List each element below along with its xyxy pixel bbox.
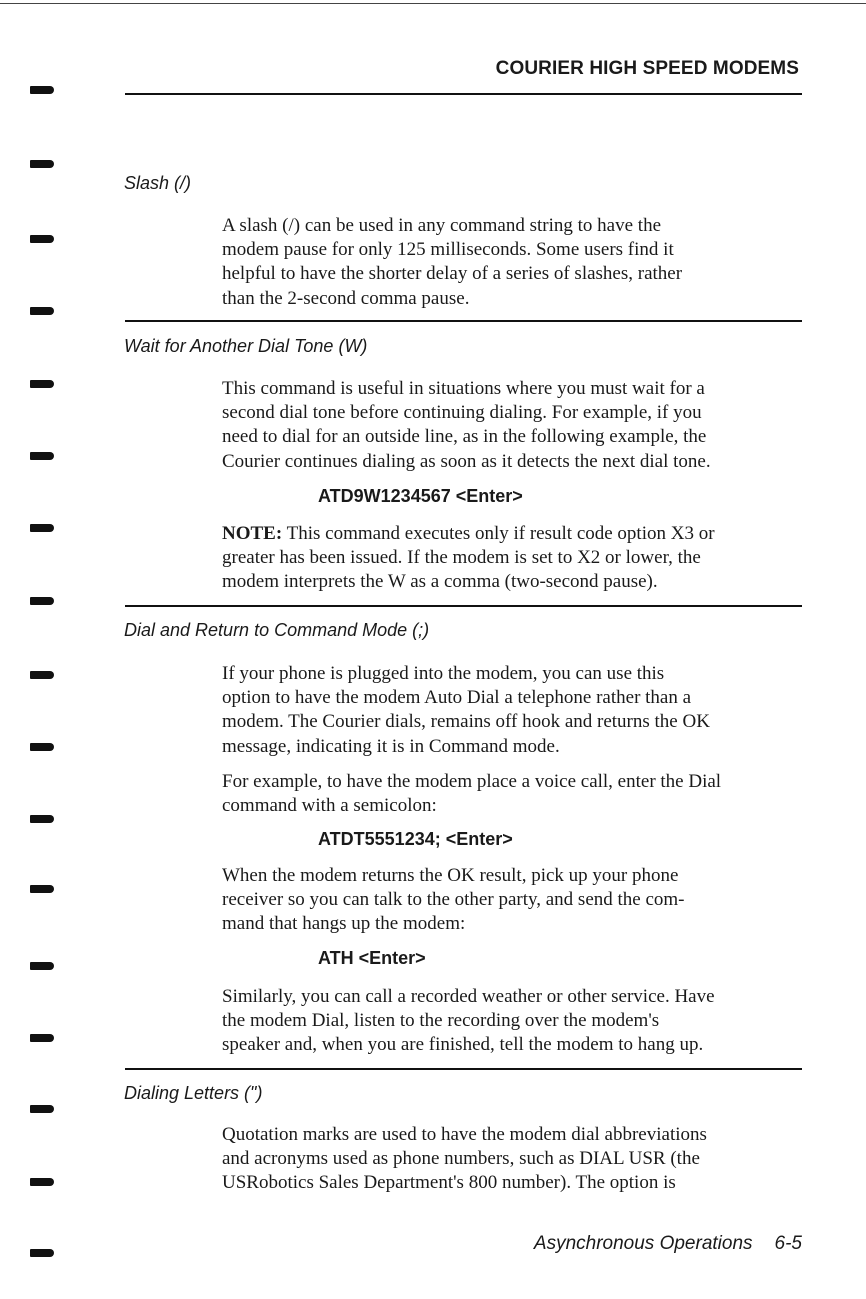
footer-chapter-title: Asynchronous Operations (533, 1233, 753, 1254)
paragraph-slash (222, 214, 812, 311)
text-line: A slash (/) can be used in any command string to have the (222, 215, 662, 236)
command-example-atdt: ATDT5551234; <Enter> (318, 829, 513, 849)
section-divider (125, 1068, 802, 1070)
text-line: Quotation marks are used to have the modem dial abbreviations (222, 1124, 707, 1145)
text-line: modem pause for only 125 milliseconds. Some users find it (222, 239, 674, 261)
text-line: When the modem returns the OK result, pick up your phone (222, 865, 679, 886)
binding-mark (30, 380, 54, 388)
binding-mark (30, 743, 54, 751)
text-line: and acronyms used as phone numbers, such as DIAL USR (the (222, 1148, 700, 1170)
binding-mark (30, 815, 54, 823)
text-line: helpful to have the shorter delay of a series of slashes, rather (222, 263, 683, 285)
top-edge-rule (0, 3, 866, 4)
text-line: This command is useful in situations where you must wait for a (222, 378, 705, 399)
text-line: modem. The Courier dials, remains off hook and returns the OK (222, 711, 710, 733)
note-first-line (222, 522, 812, 546)
text-line: speaker and, when you are finished, tell the modem to hang up. (222, 1034, 704, 1056)
note-label: NOTE: (222, 523, 283, 544)
binding-mark (30, 235, 54, 243)
text-line: modem interprets the W as a comma (two-second pause). (222, 571, 658, 593)
binding-mark (30, 962, 54, 970)
running-header: COURIER HIGH SPEED MODEMS (495, 58, 799, 79)
section-divider (125, 320, 802, 322)
text-line: USRobotics Sales Department's 800 number). The option is (222, 1172, 676, 1194)
text-line: If your phone is plugged into the modem, you can use this (222, 663, 665, 684)
binding-mark (30, 885, 54, 893)
header-rule (125, 93, 802, 95)
paragraph-wait-dial-tone (222, 377, 812, 474)
paragraph-dial-return-1 (222, 662, 812, 759)
binding-mark (30, 452, 54, 460)
text-line: receiver so you can talk to the other party, and send the com- (222, 889, 685, 911)
binding-mark (30, 1034, 54, 1042)
binding-mark (30, 86, 54, 94)
binding-mark (30, 1178, 54, 1186)
text-line: message, indicating it is in Command mode. (222, 735, 560, 757)
command-example-atd9w: ATD9W1234567 <Enter> (318, 486, 523, 506)
section-divider (125, 605, 802, 607)
binding-mark (30, 160, 54, 168)
text-line: than the 2-second comma pause. (222, 287, 470, 309)
text-line: second dial tone before continuing dialing. For example, if you (222, 402, 702, 424)
text-line: greater has been issued. If the modem is set to X2 or lower, the (222, 547, 701, 569)
binding-marks (30, 0, 56, 1299)
text-line: For example, to have the modem place a voice call, enter the Dial (222, 771, 722, 792)
binding-mark (30, 307, 54, 315)
page-footer (534, 1233, 802, 1255)
section-title-dialing-letters: Dialing Letters (") (124, 1083, 263, 1103)
paragraph-dial-return-2 (222, 770, 812, 818)
text-line: the modem Dial, listen to the recording over the modem's (222, 1010, 660, 1032)
binding-mark (30, 671, 54, 679)
text-line: This command executes only if result code option X3 or (286, 523, 715, 544)
paragraph-dialing-letters (222, 1123, 812, 1196)
text-line: Courier continues dialing as soon as it detects the next dial tone. (222, 450, 711, 472)
binding-mark (30, 597, 54, 605)
text-line: command with a semicolon: (222, 795, 437, 817)
page-number: 6-5 (774, 1233, 802, 1254)
binding-mark (30, 524, 54, 532)
binding-mark (30, 1105, 54, 1113)
command-example-ath: ATH <Enter> (318, 948, 426, 968)
paragraph-dial-return-3 (222, 864, 812, 937)
section-title-slash: Slash (/) (124, 173, 192, 193)
text-line: need to dial for an outside line, as in the following example, the (222, 426, 707, 448)
note-paragraph (222, 522, 812, 595)
paragraph-dial-return-4 (222, 985, 812, 1058)
text-line: mand that hangs up the modem: (222, 913, 466, 935)
binding-mark (30, 1249, 54, 1257)
text-line: option to have the modem Auto Dial a telephone rather than a (222, 687, 692, 709)
text-line: Similarly, you can call a recorded weather or other service. Have (222, 986, 715, 1007)
section-title-wait-dial-tone: Wait for Another Dial Tone (W) (124, 336, 368, 356)
section-title-dial-return: Dial and Return to Command Mode (;) (124, 620, 430, 640)
